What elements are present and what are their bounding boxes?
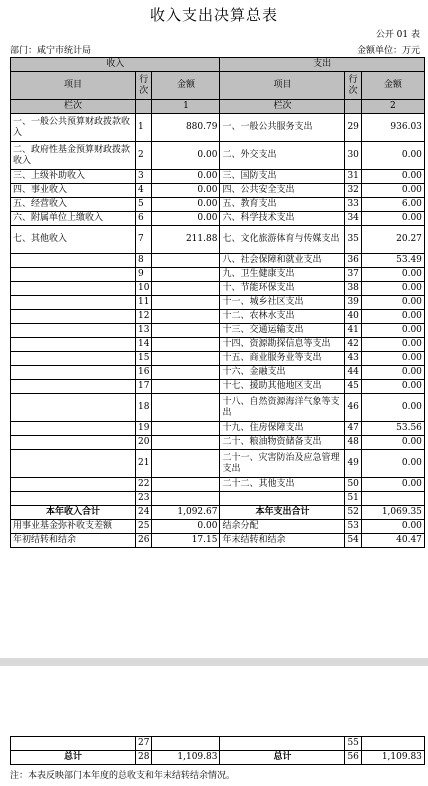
income-row-number: 9 [136,268,152,282]
totals-table [10,736,425,765]
income-row-number: 10 [136,282,152,296]
table-row [11,338,425,352]
expense-row-number: 29 [345,114,361,142]
expense-amount: 0.00 [361,436,424,450]
table-row [11,226,425,254]
income-row-number: 2 [136,142,152,170]
table-row [11,254,425,268]
income-item-label [11,492,136,506]
page-break [0,658,428,666]
income-item-label [11,324,136,338]
table-row [11,198,425,212]
expense-header: 支出 [220,58,424,72]
expense-row-number: 36 [345,254,361,268]
income-row-header: 行次 [136,72,152,100]
income-amount: 17.15 [152,534,220,548]
table-row [11,478,425,492]
table-row [11,352,425,366]
income-amount [152,310,220,324]
expense-amount: 0.00 [361,310,424,324]
income-row-number: 11 [136,296,152,310]
income-amount [152,436,220,450]
table-row [11,436,425,450]
expense-item-label: 本年支出合计 [220,506,345,520]
income-amount [152,352,220,366]
table-row [11,324,425,338]
income-item-label: 三、上级补助收入 [11,170,136,184]
expense-row-number: 41 [345,324,361,338]
expense-row-number: 39 [345,296,361,310]
income-row-number: 25 [136,520,152,534]
expense-item-label: 十九、住房保障支出 [220,422,345,436]
expense-item-label: 三、国防支出 [220,170,345,184]
table-row [11,310,425,324]
income-amount [152,324,220,338]
expense-row-number: 42 [345,338,361,352]
expense-amount: 0.00 [361,338,424,352]
expense-item-label: 年末结转和结余 [220,534,345,548]
expense-item-label: 二、外交支出 [220,142,345,170]
expense-row-number: 44 [345,366,361,380]
income-header: 收入 [11,58,220,72]
expense-item-label: 十八、自然资源海洋气象等支出 [220,394,345,422]
income-row-number: 16 [136,366,152,380]
income-row-number: 20 [136,436,152,450]
income-row-number: 17 [136,380,152,394]
income-item-label: 四、事业收入 [11,184,136,198]
footnote: 注：本表反映部门本年度的总收支和年末结转结余情况。 [10,771,236,781]
expense-amount: 0.00 [361,366,424,380]
income-amount [152,282,220,296]
expense-item-label: 结余分配 [220,520,345,534]
expense-item-label: 十二、农林水支出 [220,310,345,324]
income-row-number: 19 [136,422,152,436]
income-amount: 1,109.83 [152,751,220,765]
expense-item-label: 二十二、其他支出 [220,478,345,492]
expense-row-number: 49 [345,450,361,478]
expense-item-label: 十七、援助其他地区支出 [220,380,345,394]
expense-item-label: 十三、交通运输支出 [220,324,345,338]
expense-item-label: 五、教育支出 [220,198,345,212]
expense-row-number: 37 [345,268,361,282]
income-amount [152,394,220,422]
expense-row-number: 52 [345,506,361,520]
expense-row-number: 32 [345,184,361,198]
expense-amount: 40.47 [361,534,424,548]
income-item-label [11,394,136,422]
expense-item-label [220,492,345,506]
income-item-label [11,268,136,282]
expense-item-header: 项目 [220,72,345,100]
expense-item-label: 八、社会保障和就业支出 [220,254,345,268]
income-amount [152,254,220,268]
expense-lanci: 栏次 [220,100,345,114]
expense-row-number: 43 [345,352,361,366]
income-item-label: 六、附属单位上缴收入 [11,212,136,226]
table-row [11,184,425,198]
table-row [11,422,425,436]
table-row [11,170,425,184]
expense-row-number: 45 [345,380,361,394]
expense-row-number: 53 [345,520,361,534]
income-row-number: 7 [136,226,152,254]
income-lanci: 栏次 [11,100,136,114]
income-amount [152,737,220,751]
income-item-label [11,422,136,436]
table-row [11,394,425,422]
table-row [11,492,425,506]
table-code: 公开 01 表 [375,30,420,40]
income-item-label: 本年收入合计 [11,506,136,520]
expense-item-label: 十五、商业服务业等支出 [220,352,345,366]
income-row-number: 28 [136,751,152,765]
income-amount: 0.00 [152,184,220,198]
expense-amount: 53.56 [361,422,424,436]
income-amount [152,338,220,352]
income-row-number: 3 [136,170,152,184]
expense-row-number: 30 [345,142,361,170]
expense-row-number: 38 [345,282,361,296]
income-item-label: 用事业基金弥补收支差额 [11,520,136,534]
income-amount [152,492,220,506]
income-item-label: 总计 [11,751,136,765]
income-amount [152,422,220,436]
expense-row-number: 33 [345,198,361,212]
table-row [11,142,425,170]
income-item-label: 一、一般公共预算财政拨款收入 [11,114,136,142]
expense-amount: 0.00 [361,394,424,422]
expense-amount: 0.00 [361,324,424,338]
income-amount [152,380,220,394]
expense-item-label: 十、节能环保支出 [220,282,345,296]
table-row [11,520,425,534]
expense-item-label: 四、公共安全支出 [220,184,345,198]
expense-amount: 6.00 [361,198,424,212]
expense-row-number: 47 [345,422,361,436]
income-amount: 0.00 [152,142,220,170]
income-item-label [11,737,136,751]
department-label: 部门：咸宁市统计局 [10,46,92,56]
expense-amount: 0.00 [361,212,424,226]
table-row [11,114,425,142]
income-row-number: 26 [136,534,152,548]
expense-row-number: 56 [345,751,361,765]
expense-amount: 0.00 [361,170,424,184]
expense-row-number: 48 [345,436,361,450]
income-col-number: 1 [152,100,220,114]
income-row-number: 23 [136,492,152,506]
income-row-number: 12 [136,310,152,324]
income-item-label: 二、政府性基金预算财政拨款收入 [11,142,136,170]
expense-item-label: 十一、城乡社区支出 [220,296,345,310]
expense-item-label: 十四、资源勘探信息等支出 [220,338,345,352]
expense-amount: 0.00 [361,184,424,198]
income-item-label [11,282,136,296]
expense-amount: 0.00 [361,268,424,282]
income-item-label: 七、其他收入 [11,226,136,254]
income-amount: 211.88 [152,226,220,254]
income-amount: 0.00 [152,170,220,184]
income-item-label [11,310,136,324]
income-amount: 0.00 [152,198,220,212]
page-title: 收入支出决算总表 [149,6,278,24]
income-item-label: 年初结转和结余 [11,534,136,548]
income-expense-table [10,57,425,548]
income-row-number: 8 [136,254,152,268]
income-item-label: 五、经营收入 [11,198,136,212]
table-row [11,268,425,282]
income-row-number: 18 [136,394,152,422]
income-item-label [11,296,136,310]
expense-amount: 20.27 [361,226,424,254]
expense-row-number: 40 [345,310,361,324]
income-amount [152,450,220,478]
income-row-number: 27 [136,737,152,751]
expense-amount: 53.49 [361,254,424,268]
expense-row-number: 34 [345,212,361,226]
income-amount [152,478,220,492]
expense-amount: 0.00 [361,296,424,310]
expense-amount: 1,109.83 [361,751,424,765]
income-amount-header: 金额 [152,72,220,100]
table-row [11,282,425,296]
income-item-label [11,450,136,478]
expense-item-label: 十六、金融支出 [220,366,345,380]
table-row [11,450,425,478]
expense-amount: 936.03 [361,114,424,142]
income-item-label [11,478,136,492]
expense-amount: 0.00 [361,478,424,492]
income-row-number: 24 [136,506,152,520]
expense-item-label: 七、文化旅游体育与传媒支出 [220,226,345,254]
expense-row-header: 行次 [345,72,361,100]
expense-item-label: 二十一、灾害防治及应急管理支出 [220,450,345,478]
income-amount: 880.79 [152,114,220,142]
income-amount: 0.00 [152,212,220,226]
table-row [11,737,425,751]
income-item-label [11,338,136,352]
expense-amount: 0.00 [361,142,424,170]
expense-item-label: 总计 [220,751,345,765]
expense-amount [361,737,424,751]
expense-item-label [220,737,345,751]
expense-item-label: 九、卫生健康支出 [220,268,345,282]
expense-item-label: 二十、粮油物资储备支出 [220,436,345,450]
unit-label: 金额单位：万元 [356,46,420,56]
table-row [11,534,425,548]
income-amount: 0.00 [152,520,220,534]
expense-col-number: 2 [361,100,424,114]
expense-amount: 0.00 [361,352,424,366]
expense-item-label: 六、科学技术支出 [220,212,345,226]
income-row-number: 13 [136,324,152,338]
expense-row-number: 54 [345,534,361,548]
income-row-number: 22 [136,478,152,492]
expense-amount: 0.00 [361,380,424,394]
expense-row-number: 46 [345,394,361,422]
income-item-label [11,352,136,366]
income-row-number: 5 [136,198,152,212]
income-row-number: 14 [136,338,152,352]
table-row [11,296,425,310]
income-row-number: 4 [136,184,152,198]
income-item-label [11,254,136,268]
expense-row-number: 31 [345,170,361,184]
income-amount [152,366,220,380]
income-row-number: 15 [136,352,152,366]
table-row [11,366,425,380]
expense-row-number: 51 [345,492,361,506]
income-amount [152,296,220,310]
income-item-label [11,380,136,394]
expense-amount: 0.00 [361,450,424,478]
table-row [11,212,425,226]
income-row-number: 21 [136,450,152,478]
expense-amount-header: 金额 [361,72,424,100]
income-amount [152,268,220,282]
income-item-label [11,436,136,450]
expense-amount [361,492,424,506]
income-row-number: 1 [136,114,152,142]
expense-row-number: 55 [345,737,361,751]
income-item-label [11,366,136,380]
expense-amount: 1,069.35 [361,506,424,520]
table-row [11,380,425,394]
expense-amount: 0.00 [361,282,424,296]
expense-row-number: 50 [345,478,361,492]
expense-item-label: 一、一般公共服务支出 [220,114,345,142]
expense-row-number: 35 [345,226,361,254]
expense-amount: 0.00 [361,520,424,534]
income-amount: 1,092.67 [152,506,220,520]
table-row [11,751,425,765]
income-row-number: 6 [136,212,152,226]
income-item-header: 项目 [11,72,136,100]
table-row [11,506,425,520]
